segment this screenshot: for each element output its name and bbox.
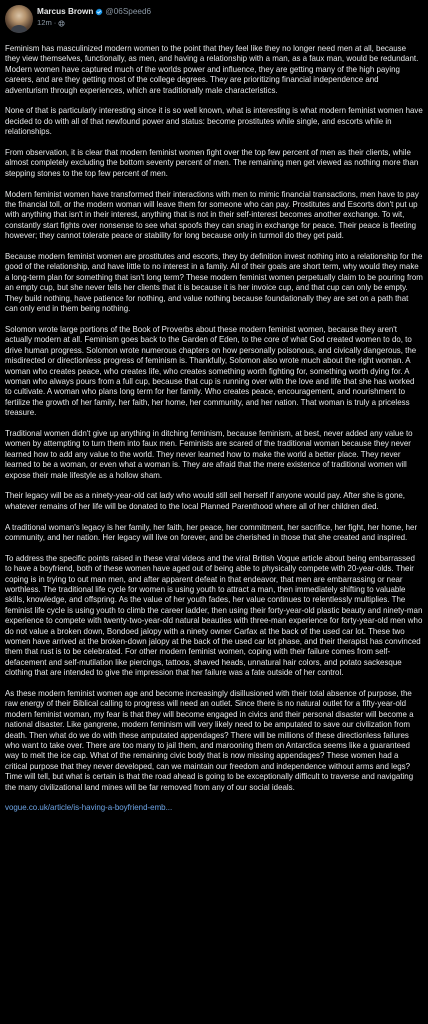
globe-icon [58, 20, 65, 27]
author-meta [37, 5, 151, 28]
post-paragraph: As these modern feminist women age and become increasingly disillusioned with their total absence of purpose, the raw energy of their Biblical calling to progress will need an outlet. Since there is no natural outlet for a fifty-year-old modern feminist woman, my fear is that they will become engaged in civics and their personal disaster will become a national disaster. Like gangrene, modern feminism will very likely need to be amputated to save our civilization from death. Then what do we do with these amputated appendages? There will be millions of these directionless failures who want to take over. There are too many to jail them, and marooning them on Antarctica seems like a guaranteed way to melt the ice cap. What of the remaining civic body that is now missing appendages? These women had a critical purpose that they never developed, can we maintain our freedom and independence without arms and legs? Time will tell, but what is certain is that the road ahead is going to be exceptionally difficult to traverse and navigating the many civilizational land mines will be far removed from any of our social ideals. [5, 689, 414, 792]
author-display-name[interactable]: Marcus Brown [37, 7, 94, 16]
post-timestamp[interactable]: 12m [37, 18, 52, 27]
article-link[interactable]: vogue.co.uk/article/is-having-a-boyfriend-emb... [5, 803, 173, 813]
post-paragraph: None of that is particularly interesting since it is so well known, what is interesting is what modern feminist women have decided to do with all of that newfound power and status: become prostitutes while single, and escorts while in relationships. [5, 106, 423, 137]
meta-separator: · [53, 18, 57, 27]
post-paragraph: Feminism has masculinized modern women to the point that they feel like they no longer need men at all, because they view themselves, functionally, as men, and having a relationship with a man, as a faux man, would be redundant. Modern women have captured much of the worlds power and influence, they are getting many of the high paying careers, and are they getting most of the college degrees. They are prioritizing financial independence and adventurism through experiences, which are traditionally male characteristics. [5, 44, 419, 95]
post-paragraph: Modern feminist women have transformed their interactions with men to mimic financial transactions, men have to pay the financial toll, or the modern woman will leave them for someone who can pay. Prostitutes and Escorts don't put up with anything that isn't in their interest, anything that is not in their self-interest becomes another exchange. To wit, constantly start fights over nonsense to see what spoofs they can snag in exchange for peace. Their peace is fleeting however; they cannot tolerate peace or stability for long because only in turmoil do they get paid. [5, 189, 419, 241]
post-body [5, 44, 423, 814]
post-paragraph: Solomon wrote large portions of the Book of Proverbs about these modern feminist women, because they aren't actually modern at all. Feminism goes back to the Garden of Eden, to the core of what God created women to do, to drive human progress. Solomon wrote numerous chapters on how personally poisonous, and civically dangerous, the misdirected or directionless progress of feminism is. Thankfully, Solomon also wrote much about the right woman. A woman who creates peace, who creates life, who creates something worth fighting for, something worth dying for. A woman who always pours from a full cup, because that cup is running over with the love and life that she has worked to cultivate. A woman who plans long term for her family. Who creates peace, encouragement, and nourishment to fertilize the growth of her family, her faith, her home, her community, and her nation. That woman is truly a priceless treasure. [5, 324, 417, 418]
post-paragraph: From observation, it is clear that modern feminist women fight over the top few percent of men as their clients, while almost completely excluding the bottom seventy percent of men. The remaining men get viewed as nothing more than stepping stones to the top few percent of men. [5, 148, 419, 178]
author-line [37, 5, 151, 17]
post-paragraph: To address the specific points raised in these viral videos and the viral British Vogue article about being embarrassed to have a boyfriend, both of these women have aged out of being able to physically compete with 20-year-olds. Their coping is in trying to out man men, and after apparent defeat in that endeavor, that men are embarrassing or near worthless. The traditional life cycle for women is using youth to attract a man, then immediately shifting to valuable skills, knowledge, and offspring. As the value of her youth fades, her value continues to relentlessly multiplies. The feminist life cycle is using youth to climb the career ladder, then using their forty-year-old plastic beauty and ninety-man experience to compete with twenty-two-year-old natural beauties with three-man experience for forty-year-old men who do not value a broken down, Bondoed jalopy with a ninety owner Carfax at the back of the used car lot. These two women have arrived at the broken-down jalopy at the back of the used car lot phase, and their therapist has convinced them that rust is to be celebrated. For other modern feminist women, coping with their failure comes from self-defacement and self-mutilation like piercings, tattoos, shaved heads, unnatural hair colors, and potato sackesque clothing that are intended to give the impression that her failure was a fate outside of her control. [5, 553, 423, 678]
verified-badge-icon [95, 8, 103, 16]
post-header [5, 5, 423, 35]
post-paragraph: Because modern feminist women are prostitutes and escorts, they by definition invest nothing into a relationship for the good of the relationship, and have little to no interest in a family. All of their goals are short term, why would they make a long-term plan for something that isn't long term? These modern feminist women perpetually claim to be pouring from an empty cup, but she never tells her clients that it is because it is her invoice cup, and that cup can only be empty. They build nothing, have patience for nothing, and value nothing because foundationally they are set on a path that can only end in them being nothing. [5, 252, 423, 314]
post-paragraph: Their legacy will be as a ninety-year-old cat lady who would still sell herself if anyone would pay. After she is gone, whatever remains of her life will be donated to the local Planned Parenthood where all of her children died. [5, 491, 406, 511]
avatar[interactable] [5, 5, 33, 33]
post-time-line [37, 18, 151, 28]
post-paragraph: Traditional women didn't give up anything in ditching feminism, because feminism, at best, never added any value to women by attempting to turn them into faux men. Feminists are scared of the traditional woman because they never learned how to add any value to the world. They never learned how to make the world a better place. They never learned to be a woman, or even what a woman is. They are afraid that the mere existence of traditional women will expose their male lifestyle as a hollow sham. [5, 428, 413, 480]
post-paragraph: A traditional woman's legacy is her family, her faith, her peace, her commitment, her sacrifice, her fight, her home, her community, and her nation. Her legacy will live on forever, and be cherished in those that she created and inspired. [5, 522, 418, 542]
author-handle[interactable]: @06Speed6 [105, 7, 152, 16]
